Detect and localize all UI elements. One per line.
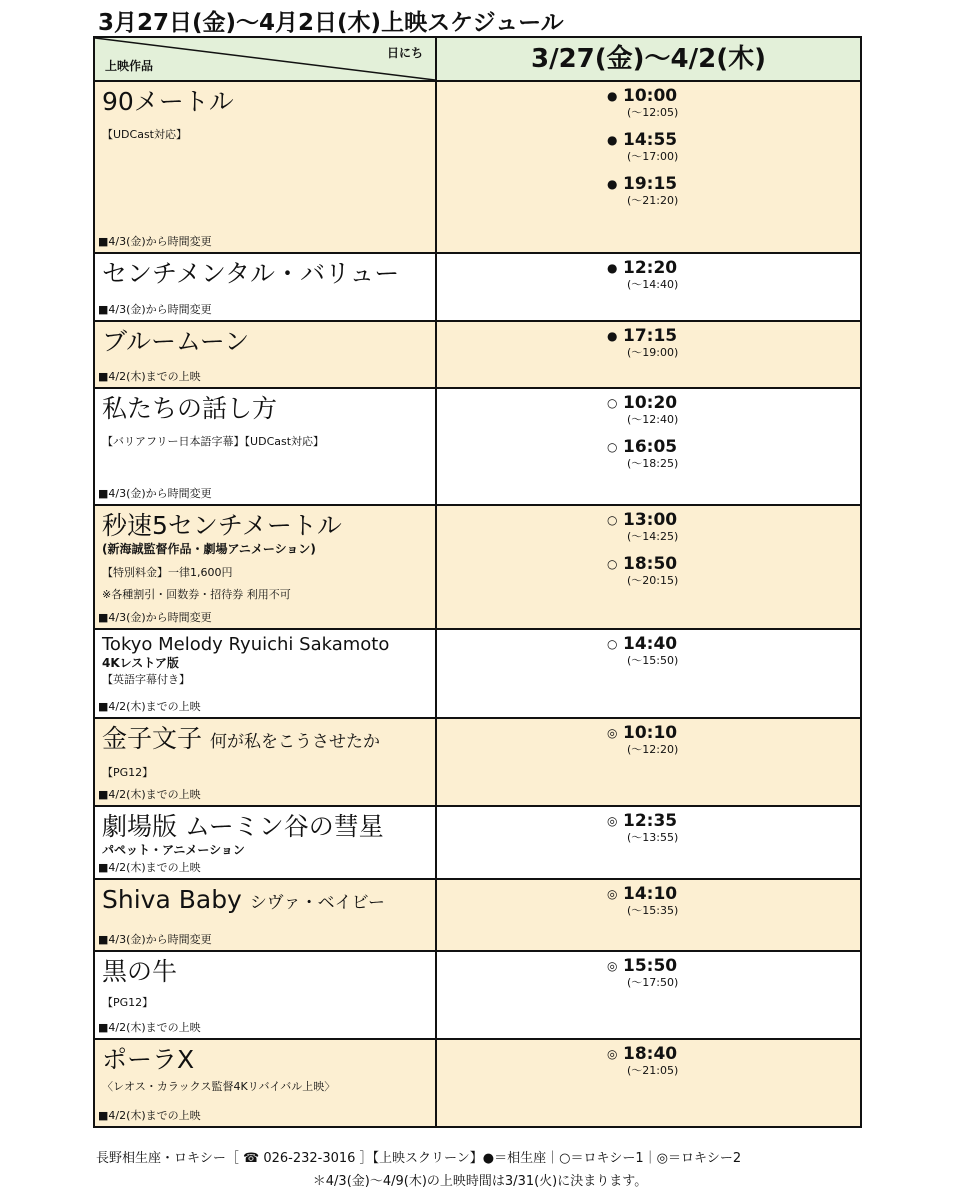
screen-mark: ◎ xyxy=(607,814,618,828)
film-row xyxy=(94,718,861,806)
film-note: ※各種割引・回数券・招待券 利用不可 xyxy=(102,588,291,601)
schedule-table xyxy=(93,36,862,1128)
screen-mark: ● xyxy=(607,89,618,103)
showtime: ● 10:00 (〜12:05) xyxy=(607,86,679,119)
film-status: ■4/2(木)までの上映 xyxy=(98,861,201,874)
film-note: 【PG12】 xyxy=(102,996,154,1009)
film-title: 黒の牛 xyxy=(102,957,178,986)
film-title-sub: 何が私をこうさせたか xyxy=(209,732,380,752)
screen-mark: ○ xyxy=(607,396,618,410)
film-status: ■4/3(金)から時間変更 xyxy=(98,933,212,946)
film-title: センチメンタル・バリュー xyxy=(102,259,400,288)
showtime: ○ 16:05 (〜18:25) xyxy=(607,437,679,470)
showtime: ○ 10:20 (〜12:40) xyxy=(607,393,679,426)
header-films-label: 上映作品 xyxy=(105,59,154,73)
showtime: ○ 14:40 (〜15:50) xyxy=(607,634,679,667)
footer-notice: ＊4/3(金)〜4/9(木)の上映時間は3/31(火)に決まります。 xyxy=(312,1174,648,1189)
film-status: ■4/2(木)までの上映 xyxy=(98,1021,201,1034)
film-title: Tokyo Melody Ryuichi Sakamoto xyxy=(102,634,390,655)
film-subtitle: 4Kレストア版 xyxy=(102,656,179,670)
screen-mark: ○ xyxy=(607,440,618,454)
film-title: 劇場版 ムーミン谷の彗星 xyxy=(102,812,384,841)
header-date-label: 日にち xyxy=(386,46,423,60)
showtime: ◎ 12:35 (〜13:55) xyxy=(607,811,679,844)
film-subtitle: 〈レオス・カラックス監督4Kリバイバル上映〉 xyxy=(102,1080,336,1093)
showtime: ● 17:15 (〜19:00) xyxy=(607,326,679,359)
film-status: ■4/3(金)から時間変更 xyxy=(98,303,212,316)
film-status: ■4/2(木)までの上映 xyxy=(98,370,201,383)
showtime: ● 12:20 (〜14:40) xyxy=(607,258,679,291)
film-status: ■4/3(金)から時間変更 xyxy=(98,611,212,624)
screen-mark: ◎ xyxy=(607,726,618,740)
film-title: ポーラX xyxy=(102,1045,195,1074)
film-row xyxy=(94,388,861,505)
film-title: 秒速5センチメートル xyxy=(102,511,342,540)
screen-mark: ● xyxy=(607,177,618,191)
showtime: ○ 13:00 (〜14:25) xyxy=(607,510,679,543)
film-status: ■4/2(木)までの上映 xyxy=(98,788,201,801)
film-title-sub: シヴァ・ベイビー xyxy=(249,893,385,913)
film-row xyxy=(94,321,861,388)
showtime: ◎ 15:50 (〜17:50) xyxy=(607,956,679,989)
film-note: 【特別料金】一律1,600円 xyxy=(102,566,233,579)
header-diagonal-cell xyxy=(94,37,436,81)
film-row xyxy=(94,253,861,321)
film-note: 【UDCast対応】 xyxy=(102,128,187,141)
showtime: ◎ 14:10 (〜15:35) xyxy=(607,884,679,917)
footer-contact-legend: 長野相生座・ロキシー［ ☎ 026-232-3016 ］【上映スクリーン】●＝相生座｜○＝ロキシー1｜◎＝ロキシー2 xyxy=(96,1151,742,1166)
film-title: 金子文子 何が私をこうさせたか xyxy=(102,724,380,753)
showtime: ● 19:15 (〜21:20) xyxy=(607,174,679,207)
film-title: Shiva Baby シヴァ・ベイビー xyxy=(102,885,385,914)
film-row xyxy=(94,1039,861,1127)
showtime: ● 14:55 (〜17:00) xyxy=(607,130,679,163)
screen-mark: ○ xyxy=(607,637,618,651)
screen-mark: ● xyxy=(607,329,618,343)
film-title: 私たちの話し方 xyxy=(102,394,278,423)
film-row xyxy=(94,951,861,1039)
film-status: ■4/3(金)から時間変更 xyxy=(98,235,212,248)
film-status: ■4/2(木)までの上映 xyxy=(98,1109,201,1122)
screen-mark: ◎ xyxy=(607,1047,618,1061)
film-row xyxy=(94,879,861,951)
showtime: ◎ 18:40 (〜21:05) xyxy=(607,1044,679,1077)
film-row xyxy=(94,81,861,253)
film-row xyxy=(94,629,861,718)
film-status: ■4/2(木)までの上映 xyxy=(98,700,201,713)
screen-mark: ◎ xyxy=(607,959,618,973)
film-subtitle: パペット・アニメーション xyxy=(102,843,245,857)
showtime: ○ 18:50 (〜20:15) xyxy=(607,554,679,587)
film-row xyxy=(94,806,861,879)
screen-mark: ○ xyxy=(607,557,618,571)
film-title: ブルームーン xyxy=(102,327,250,356)
screen-mark: ○ xyxy=(607,513,618,527)
screen-mark: ● xyxy=(607,261,618,275)
showtime: ◎ 10:10 (〜12:20) xyxy=(607,723,679,756)
page-title: 3月27日(金)〜4月2日(木)上映スケジュール xyxy=(98,10,564,36)
screen-mark: ◎ xyxy=(607,887,618,901)
film-note: 【PG12】 xyxy=(102,766,154,779)
film-status: ■4/3(金)から時間変更 xyxy=(98,487,212,500)
header-period: 3/27(金)〜4/2(木) xyxy=(436,37,861,81)
film-note: 【英語字幕付き】 xyxy=(102,673,190,686)
film-subtitle: (新海誠監督作品・劇場アニメーション) xyxy=(102,542,316,556)
table-header-row xyxy=(94,37,861,81)
screen-mark: ● xyxy=(607,133,618,147)
film-title: 90メートル xyxy=(102,87,234,116)
film-row xyxy=(94,505,861,629)
film-note: 【バリアフリー日本語字幕】【UDCast対応】 xyxy=(102,435,325,448)
